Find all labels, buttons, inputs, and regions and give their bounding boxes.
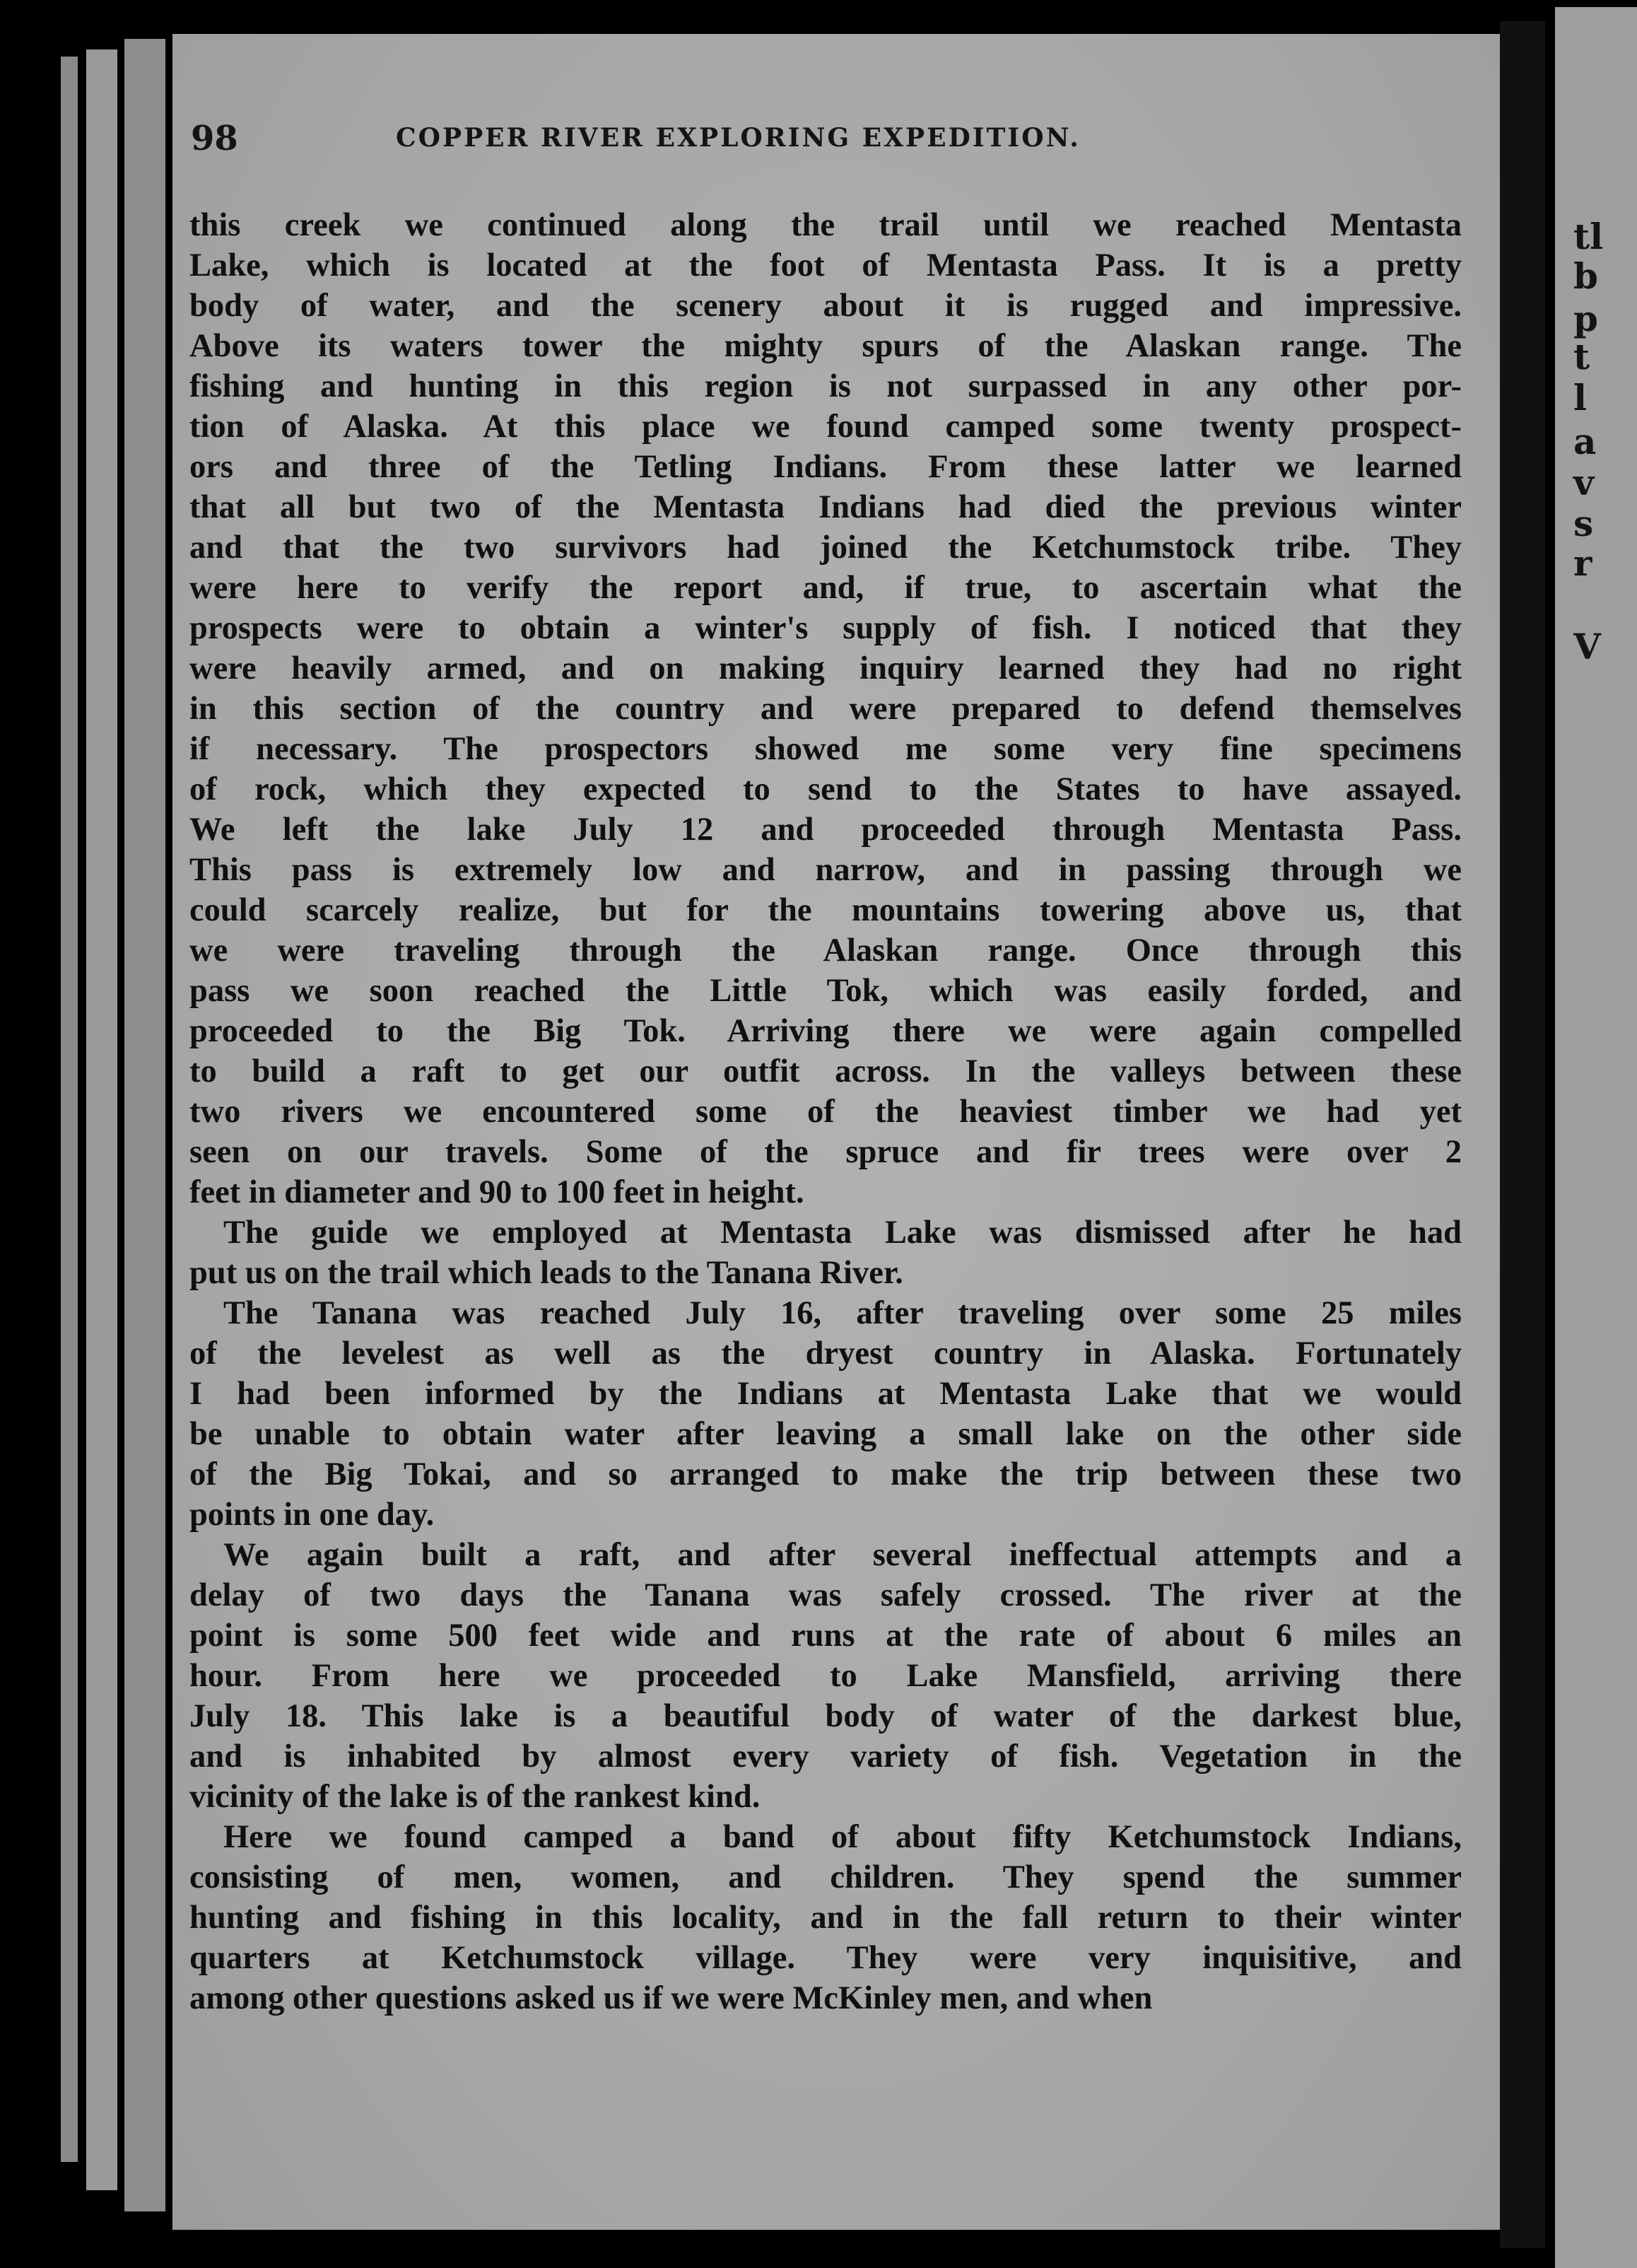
text-line: tion of Alaska. At this place we found camped some twenty prospect- xyxy=(189,409,1462,445)
facing-text-fragment: b xyxy=(1573,255,1598,297)
text-line: two rivers we encountered some of the heaviest timber we had yet xyxy=(189,1094,1462,1130)
text-line: proceeded to the Big Tok. Arriving there we were again compelled xyxy=(189,1013,1462,1049)
text-line: This pass is extremely low and narrow, and in passing through we xyxy=(189,852,1462,888)
text-line: quarters at Ketchumstock village. They were very inquisitive, and xyxy=(189,1940,1462,1976)
text-line: The Tanana was reached July 16, after traveling over some 25 miles xyxy=(223,1295,1462,1331)
text-line: seen on our travels. Some of the spruce and fir trees were over 2 xyxy=(189,1134,1462,1170)
text-line: we were traveling through the Alaskan range. Once through this xyxy=(189,933,1462,969)
text-line: pass we soon reached the Little Tok, which was easily forded, and xyxy=(189,973,1462,1009)
text-line: of the levelest as well as the dryest country in Alaska. Fortunately xyxy=(189,1335,1462,1372)
text-line: to build a raft to get our outfit across. In the valleys between these xyxy=(189,1053,1462,1089)
text-line: point is some 500 feet wide and runs at the rate of about 6 miles an xyxy=(189,1618,1462,1654)
text-line: The guide we employed at Mentasta Lake was dismissed after he had xyxy=(223,1215,1462,1251)
text-line: consisting of men, women, and children. They spend the summer xyxy=(189,1859,1462,1895)
text-line: points in one day. xyxy=(189,1497,435,1533)
body-text xyxy=(189,205,1462,2057)
text-line: and that the two survivors had joined the Ketchumstock tribe. They xyxy=(189,530,1462,566)
text-line: ors and three of the Tetling Indians. From these latter we learned xyxy=(189,449,1462,485)
text-line: We left the lake July 12 and proceeded through Mentasta Pass. xyxy=(189,812,1462,848)
text-line: Here we found camped a band of about fifty Ketchumstock Indians, xyxy=(223,1819,1462,1855)
facing-page-fragment xyxy=(1555,7,1637,2268)
text-line: We again built a raft, and after several ineffectual attempts and a xyxy=(223,1537,1462,1573)
text-line: Above its waters tower the mighty spurs of the Alaskan range. The xyxy=(189,328,1462,364)
text-line: delay of two days the Tanana was safely crossed. The river at the xyxy=(189,1577,1462,1613)
facing-text-fragment: t xyxy=(1573,336,1590,378)
page-header xyxy=(0,119,1637,168)
text-line: vicinity of the lake is of the rankest kind. xyxy=(189,1779,761,1815)
text-line: could scarcely realize, but for the mountains towering above us, that xyxy=(189,892,1462,928)
text-line: Lake, which is located at the foot of Mentasta Pass. It is a pretty xyxy=(189,247,1462,284)
text-line: were heavily armed, and on making inquiry learned they had no right xyxy=(189,650,1462,686)
text-line: fishing and hunting in this region is not surpassed in any other por- xyxy=(189,368,1462,404)
facing-text-fragment: p xyxy=(1573,298,1598,339)
text-line: body of water, and the scenery about it is rugged and impressive. xyxy=(189,288,1462,324)
text-line: I had been informed by the Indians at Mentasta Lake that we would xyxy=(189,1376,1462,1412)
text-line: put us on the trail which leads to the Tanana River. xyxy=(189,1255,903,1291)
text-line: prospects were to obtain a winter's supply of fish. I noticed that they xyxy=(189,610,1462,646)
text-line: hunting and fishing in this locality, and in the fall return to their winter xyxy=(189,1900,1462,1936)
text-line: were here to verify the report and, if true, to ascertain what the xyxy=(189,570,1462,606)
text-line: this creek we continued along the trail until we reached Mentasta xyxy=(189,207,1462,243)
text-line: among other questions asked us if we were McKinley men, and when xyxy=(189,1980,1153,2016)
facing-text-fragment: v xyxy=(1573,462,1595,503)
text-line: hour. From here we proceeded to Lake Mansfield, arriving there xyxy=(189,1658,1462,1694)
running-head: COPPER RIVER EXPLORING EXPEDITION. xyxy=(396,123,1081,153)
page-number: 98 xyxy=(191,119,238,158)
text-line: if necessary. The prospectors showed me some very fine specimens xyxy=(189,731,1462,767)
facing-text-fragment: r xyxy=(1573,542,1592,584)
text-line: July 18. This lake is a beautiful body of water of the darkest blue, xyxy=(189,1698,1462,1734)
text-line: in this section of the country and were prepared to defend themselves xyxy=(189,691,1462,727)
facing-text-fragment: tl xyxy=(1573,216,1604,257)
book-gutter xyxy=(1500,21,1545,2248)
text-line: of rock, which they expected to send to the States to have assayed. xyxy=(189,771,1462,807)
text-line: be unable to obtain water after leaving a small lake on the other side xyxy=(189,1416,1462,1452)
facing-text-fragment: V xyxy=(1573,626,1601,667)
page-edge xyxy=(61,57,78,2162)
text-line: of the Big Tokai, and so arranged to make the trip between these two xyxy=(189,1456,1462,1492)
text-line: that all but two of the Mentasta Indians had died the previous winter xyxy=(189,489,1462,525)
facing-text-fragment: s xyxy=(1573,503,1594,544)
text-line: and is inhabited by almost every variety of fish. Vegetation in the xyxy=(189,1738,1462,1775)
text-line: feet in diameter and 90 to 100 feet in height. xyxy=(189,1174,804,1210)
page-edge xyxy=(124,39,165,2211)
page-edge xyxy=(86,49,117,2190)
facing-text-fragment: a xyxy=(1573,421,1597,462)
facing-text-fragment: l xyxy=(1573,377,1587,419)
